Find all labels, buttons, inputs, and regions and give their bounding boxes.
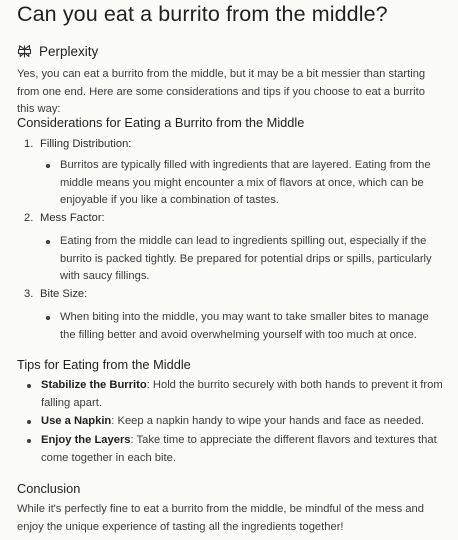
tip-label: Enjoy the Layers <box>41 434 131 446</box>
tip-item-2 <box>27 413 445 431</box>
tip-text: : Keep a napkin handy to wipe your hands and face as needed. <box>111 415 425 427</box>
bullet-icon <box>27 420 31 424</box>
consideration-item-1 <box>24 138 131 150</box>
consideration-detail-text: Burritos are typically filled with ingredients that are layered. Eating from the middle means you might encounter a mix of flavors at once, which can be enjoyable if you like a combination of tastes. <box>60 159 431 206</box>
tip-label: Stabilize the Burrito <box>41 379 147 391</box>
source-header <box>17 44 98 59</box>
source-name: Perplexity <box>39 44 99 59</box>
question-title: Can you eat a burrito from the middle? <box>17 2 388 26</box>
consideration-title: Mess Factor: <box>40 212 105 224</box>
consideration-title: Bite Size: <box>40 288 88 300</box>
tip-item-3 <box>27 432 445 467</box>
consideration-detail-text: When biting into the middle, you may want to take smaller bites to manage the filling better and avoid overwhelming yourself with too much at once. <box>60 311 429 341</box>
tip-text: : Hold the burrito securely with both hands to prevent it from falling apart. <box>41 379 443 409</box>
consideration-title: Filling Distribution: <box>40 138 132 150</box>
list-number: 2. <box>24 212 34 224</box>
bullet-icon <box>46 240 50 244</box>
consideration-item-3 <box>24 288 87 300</box>
tip-item-1 <box>27 377 445 412</box>
tip-label: Use a Napkin <box>41 415 112 427</box>
tips-heading: Tips for Eating from the Middle <box>17 357 191 372</box>
considerations-heading: Considerations for Eating a Burrito from the Middle <box>17 115 305 130</box>
perplexity-logo-icon <box>17 44 32 59</box>
list-number: 1. <box>24 138 34 150</box>
consideration-item-2 <box>24 212 105 224</box>
list-number: 3. <box>24 288 34 300</box>
tip-text: : Take time to appreciate the different flavors and textures that come together in each bite. <box>41 434 437 464</box>
conclusion-paragraph: While it's perfectly fine to eat a burrito from the middle, be mindful of the mess and enjoy the unique experience of tasting all the ingredients together! <box>17 503 424 533</box>
consideration-detail-1 <box>46 157 444 210</box>
consideration-detail-2 <box>46 233 444 286</box>
bullet-icon <box>46 316 50 320</box>
bullet-icon <box>27 439 31 443</box>
conclusion-heading: Conclusion <box>17 481 81 496</box>
intro-paragraph: Yes, you can eat a burrito from the middle, but it may be a bit messier than starting from one end. Here are some considerations and tips if you choose to eat a burrito this way: <box>17 68 426 115</box>
consideration-detail-text: Eating from the middle can lead to ingredients spilling out, especially if the burrito is packed tightly. Be prepared for potential drips or spills, particularly with saucy fillings. <box>60 235 432 282</box>
consideration-detail-3 <box>46 309 444 344</box>
bullet-icon <box>27 384 31 388</box>
bullet-icon <box>46 164 50 168</box>
